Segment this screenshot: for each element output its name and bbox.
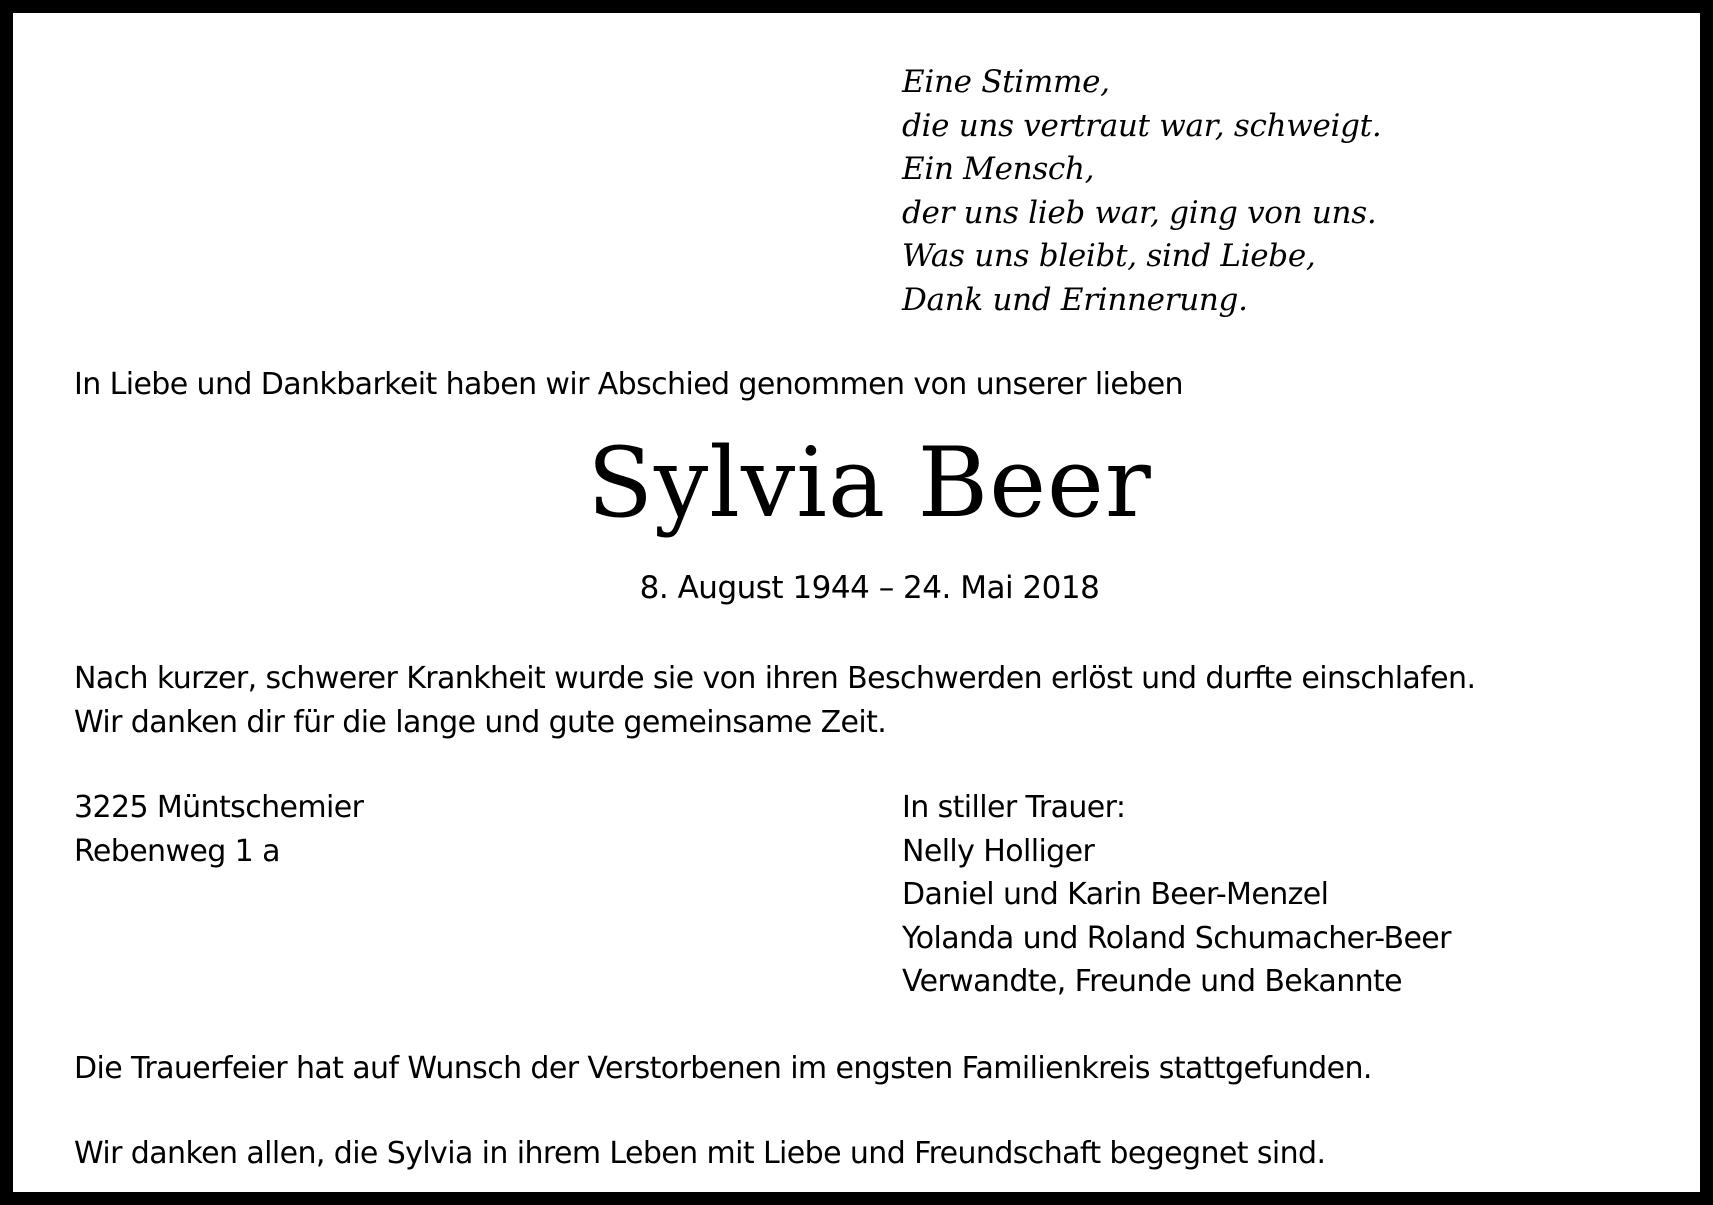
poem-line: der uns lieb war, ging von uns.	[902, 194, 1377, 231]
poem-line: Was uns bleibt, sind Liebe,	[902, 238, 1316, 274]
message	[74, 657, 1475, 745]
thanks-note: Wir danken allen, die Sylvia in ihrem Leben mit Liebe und Freundschaft begegnet sind.	[74, 1136, 1326, 1171]
poem	[902, 61, 1381, 322]
address	[74, 786, 363, 874]
poem-line: Dank und Erinnerung.	[902, 281, 1248, 318]
address-line: Rebenweg 1 a	[74, 834, 280, 869]
intro-text: In Liebe und Dankbarkeit haben wir Abschied genommen von unserer lieben	[74, 367, 1183, 402]
poem-line: die uns vertraut war, schweigt.	[902, 107, 1382, 144]
mourners	[902, 786, 1451, 1004]
mourner-name: Verwandte, Freunde und Bekannte	[902, 964, 1403, 999]
mourner-name: Daniel und Karin Beer-Menzel	[902, 877, 1329, 912]
ceremony-note: Die Trauerfeier hat auf Wunsch der Verstorbenen im engsten Familienkreis stattgefunden.	[74, 1051, 1372, 1086]
deceased-name: Sylvia Beer	[587, 427, 1152, 539]
mourner-name: Yolanda und Roland Schumacher-Beer	[902, 920, 1451, 956]
message-line: Nach kurzer, schwerer Krankheit wurde sie von ihren Beschwerden erlöst und durfte einschlafen.	[74, 661, 1476, 696]
mourner-name: Nelly Holliger	[902, 833, 1095, 869]
message-line: Wir danken dir für die lange und gute gemeinsame Zeit.	[74, 705, 887, 740]
mourners-heading: In stiller Trauer:	[902, 790, 1126, 825]
poem-line: Eine Stimme,	[902, 64, 1110, 100]
life-dates: 8. August 1944 – 24. Mai 2018	[639, 570, 1100, 606]
poem-line: Ein Mensch,	[902, 151, 1095, 187]
address-line: 3225 Müntschemier	[74, 790, 364, 825]
